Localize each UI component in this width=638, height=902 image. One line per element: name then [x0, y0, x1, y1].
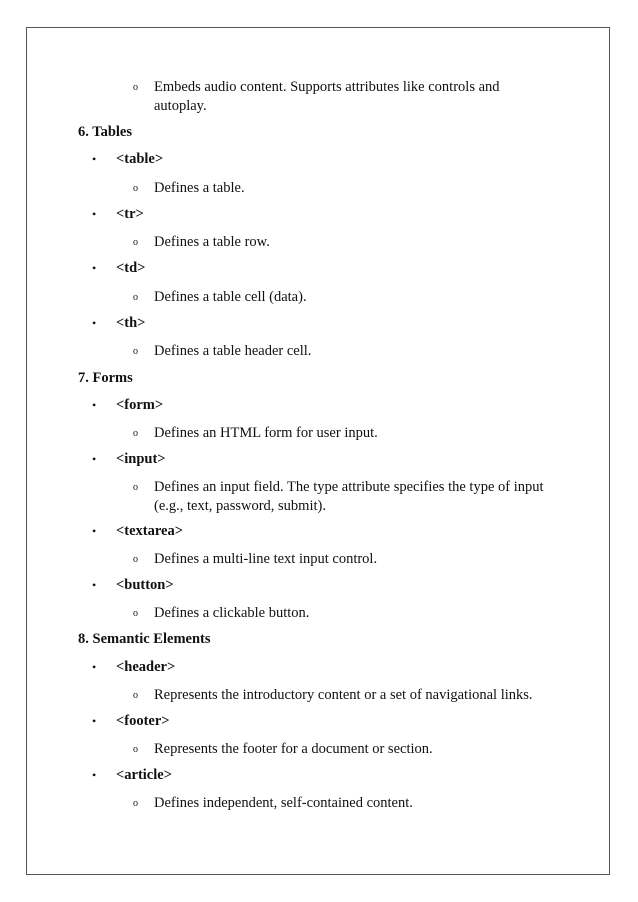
bullet-icon: •	[92, 316, 97, 330]
bullet-icon: •	[92, 714, 97, 728]
tag-name: <footer>	[116, 713, 170, 729]
bullet-icon: •	[92, 261, 97, 275]
tag-name: <input>	[116, 451, 166, 467]
sub-item-text: Defines a table cell (data).	[154, 289, 307, 305]
section-heading: 7. Forms	[78, 370, 133, 386]
circle-marker-icon: o	[133, 554, 138, 565]
bullet-item	[92, 522, 183, 540]
sub-item-text: Defines an HTML form for user input.	[154, 425, 378, 441]
circle-marker-icon: o	[133, 82, 138, 93]
tag-name: <button>	[116, 577, 174, 593]
circle-marker-icon: o	[133, 428, 138, 439]
bullet-item	[92, 259, 145, 277]
sub-item	[133, 686, 533, 705]
sub-item	[133, 288, 307, 307]
bullet-icon: •	[92, 398, 97, 412]
tag-name: <form>	[116, 397, 164, 413]
tag-name: <article>	[116, 767, 172, 783]
circle-marker-icon: o	[133, 608, 138, 619]
bullet-icon: •	[92, 578, 97, 592]
bullet-icon: •	[92, 207, 97, 221]
bullet-item	[92, 658, 175, 676]
tag-name: <th>	[116, 315, 146, 331]
circle-marker-icon: o	[133, 482, 138, 493]
bullet-item	[92, 150, 163, 168]
sub-item	[133, 604, 309, 623]
tag-name: <td>	[116, 260, 146, 276]
sub-item	[133, 179, 245, 198]
sub-item-continuation: autoplay.	[154, 98, 207, 114]
sub-item-text: Represents the introductory content or a set of navigational links.	[154, 687, 533, 703]
circle-marker-icon: o	[133, 798, 138, 809]
bullet-item	[92, 314, 145, 332]
tag-name: <textarea>	[116, 523, 183, 539]
bullet-item	[92, 450, 166, 468]
bullet-item	[92, 712, 170, 730]
circle-marker-icon: o	[133, 292, 138, 303]
sub-item-text: Defines a table row.	[154, 234, 270, 250]
sub-item-text: Embeds audio content. Supports attributes like controls and	[154, 79, 500, 95]
circle-marker-icon: o	[133, 183, 138, 194]
sub-item-text: Defines a table header cell.	[154, 343, 312, 359]
circle-marker-icon: o	[133, 237, 138, 248]
sub-item-text: Defines independent, self-contained content.	[154, 795, 413, 811]
bullet-icon: •	[92, 768, 97, 782]
tag-name: <table>	[116, 151, 164, 167]
sub-item	[133, 550, 377, 569]
sub-item	[133, 740, 433, 759]
sub-item	[133, 478, 544, 497]
sub-item-text: Defines a multi-line text input control.	[154, 551, 378, 567]
sub-item-continuation: (e.g., text, password, submit).	[154, 498, 326, 514]
bullet-item	[92, 576, 174, 594]
section-heading: 6. Tables	[78, 124, 132, 140]
tag-name: <header>	[116, 659, 176, 675]
bullet-item	[92, 396, 163, 414]
sub-item	[133, 342, 311, 361]
sub-item	[133, 233, 270, 252]
sub-item-text: Defines an input field. The type attribute specifies the type of input	[154, 479, 544, 495]
bullet-icon: •	[92, 524, 97, 538]
sub-item-text: Represents the footer for a document or section.	[154, 741, 433, 757]
circle-marker-icon: o	[133, 744, 138, 755]
bullet-icon: •	[92, 152, 97, 166]
section-heading: 8. Semantic Elements	[78, 631, 211, 647]
bullet-icon: •	[92, 660, 97, 674]
bullet-item	[92, 205, 144, 223]
bullet-icon: •	[92, 452, 97, 466]
circle-marker-icon: o	[133, 690, 138, 701]
sub-item	[133, 424, 378, 443]
sub-item-text: Defines a table.	[154, 180, 245, 196]
bullet-item	[92, 766, 172, 784]
sub-item-text: Defines a clickable button.	[154, 605, 310, 621]
sub-item	[133, 794, 413, 813]
tag-name: <tr>	[116, 206, 144, 222]
circle-marker-icon: o	[133, 346, 138, 357]
sub-item	[133, 78, 559, 97]
